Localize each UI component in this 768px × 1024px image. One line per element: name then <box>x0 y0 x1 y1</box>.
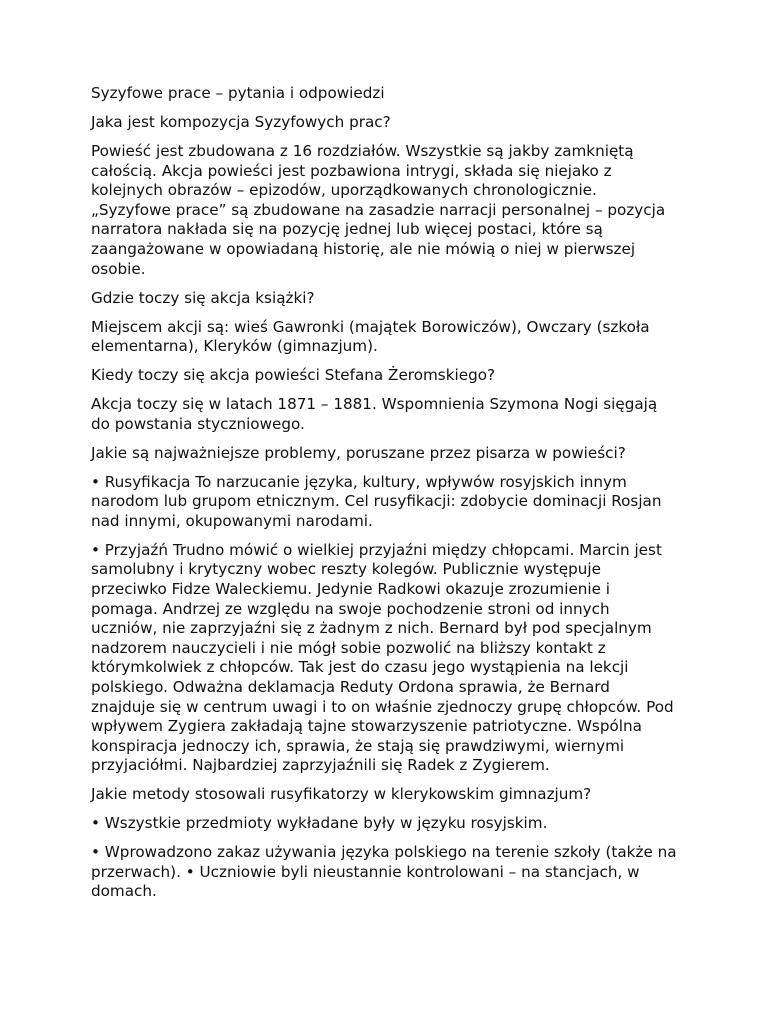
question-setting: Gdzie toczy się akcja książki? <box>91 288 315 307</box>
bullet-friendship: • Przyjaźń Trudno mówić o wielkiej przyjaźni między chłopcami. Marcin jest samolubny i krytyczny wobec reszty kolegów. Publicznie występuje przeciwko Fidze Waleckiemu. Jedynie Radkowi okazuje zrozumienie i pomaga. Andrzej ze względu na swoje pochodzenie stroni od innych uczniów, nie zaprzyjaźni się z żadnym z nich. Bernard był pod specjalnym nadzorem nauczycieli i nie mógł sobie pozwolić na bliższy kontakt z którymkolwiek z chłopców. Tak jest do czasu jego wystąpienia na lekcji polskiego. Odważna deklamacja Reduty Ordona sprawia, że Bernard znajduje się w centrum uwagi i to on właśnie zjednoczy grupę chłopców. Pod wpływem Zygiera zakładają tajne stowarzyszenie patriotyczne. Wspólna konspiracja jednoczy ich, sprawia, że stają się prawdziwymi, wiernymi przyjaciółmi. Najbardziej zaprzyjaźnili się Radek z Zygierem. <box>91 540 674 775</box>
question-methods: Jakie metody stosowali rusyfikatorzy w klerykowskim gimnazjum? <box>91 785 592 804</box>
document-title: Syzyfowe prace – pytania i odpowiedzi <box>91 84 385 102</box>
bullet-russian-language: • Wszystkie przedmioty wykładane były w języku rosyjskim. <box>91 814 548 833</box>
answer-time: Akcja toczy się w latach 1871 – 1881. Wspomnienia Szymona Nogi sięgają do powstania styczniowego. <box>91 395 658 433</box>
answer-composition: Powieść jest zbudowana z 16 rozdziałów. Wszystkie są jakby zamkniętą całością. Akcja powieści jest pozbawiona intrygi, składa się niejako z kolejnych obrazów – epizodów, uporządkowanych chronologicznie. „Syzyfowe prace” są zbudowane na zasadzie narracji personalnej – pozycja narratora nakłada się na pozycję jednej lub więcej postaci, które są zaangażowane w opowiadaną historię, ale nie mówią o niej w pierwszej osobie. <box>91 141 666 278</box>
question-time: Kiedy toczy się akcja powieści Stefana Żeromskiego? <box>91 366 496 385</box>
answer-setting: Miejscem akcji są: wieś Gawronki (majątek Borowiczów), Owczary (szkoła elementarna), Kleryków (gimnazjum). <box>91 317 650 356</box>
question-problems: Jakie są najważniejsze problemy, poruszane przez pisarza w powieści? <box>91 443 626 462</box>
bullet-russification: • Rusyfikacja To narzucanie języka, kultury, wpływów rosyjskich innym narodom lub grupom etnicznym. Cel rusyfikacji: zdobycie dominacji Rosjan nad innymi, okupowanymi narodami. <box>91 472 662 530</box>
bullet-polish-ban: • Wprowadzono zakaz używania języka polskiego na terenie szkoły (także na przerwach). • Uczniowie byli nieustannie kontrolowani – na stancjach, w domach. <box>91 843 677 901</box>
document-page <box>91 84 677 911</box>
question-composition: Jaka jest kompozycja Syzyfowych prac? <box>91 112 391 131</box>
